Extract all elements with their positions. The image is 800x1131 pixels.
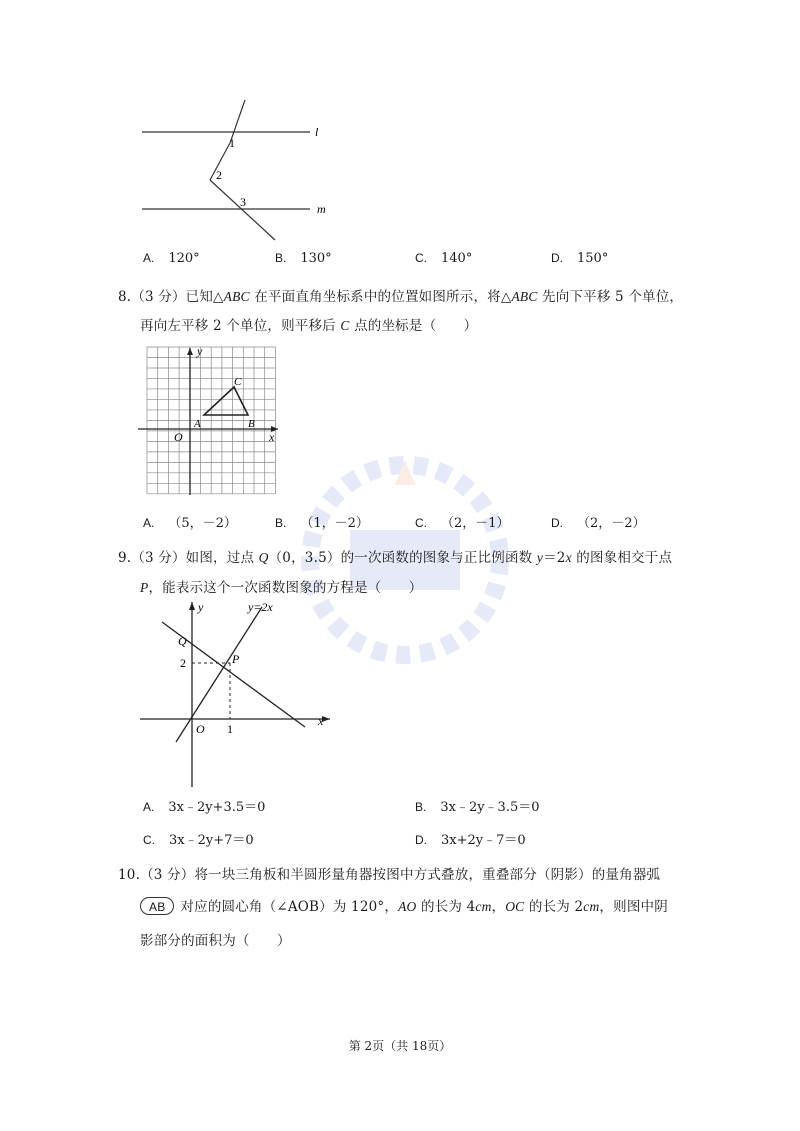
q8-choice-d[interactable]: D. （2，－2） xyxy=(551,516,646,531)
q9-choice-b[interactable]: B. 3x﹣2y﹣3.5＝0 xyxy=(415,800,540,815)
q9-choice-c[interactable]: C. 3x﹣2y+7＝0 xyxy=(143,833,254,848)
tick-1-label: 1 xyxy=(227,722,233,736)
point-a-label: A xyxy=(194,418,201,430)
triangle-abc xyxy=(204,387,248,415)
q8-coordinate-grid xyxy=(138,343,288,498)
point-q-label: Q xyxy=(178,634,187,648)
q7-choice-d[interactable]: D. 150° xyxy=(551,251,609,266)
y-axis-label: y xyxy=(198,600,204,614)
q8-choice-b[interactable]: B. （1，－2） xyxy=(275,516,369,531)
q8-stem-line2: 再向左平移 2 个单位，则平移后 C 点的坐标是（ ） xyxy=(140,318,478,334)
q8-choice-a[interactable]: A. （5，－2） xyxy=(143,516,237,531)
q7-choice-b[interactable]: B. 130° xyxy=(275,251,332,266)
q9-stem-line2: P，能表示这个一次函数图象的方程是（ ） xyxy=(140,580,423,596)
x-axis-label: x xyxy=(318,714,324,728)
q9-choice-d[interactable]: D. 3x+2y﹣7＝0 xyxy=(415,833,526,848)
line-label: y=2x xyxy=(248,600,273,614)
angle-3-label: 3 xyxy=(240,195,246,209)
origin-label: O xyxy=(174,430,183,444)
q10-stem-line2: AB 对应的圆心角（∠AOB）为 120°，AO 的长为 4cm，OC 的长为 2cm，则图中阴 xyxy=(140,895,668,915)
label-l: l xyxy=(315,125,319,139)
q9-choice-a[interactable]: A. 3x﹣2y+3.5＝0 xyxy=(143,800,266,815)
q8-stem-line1: 8.（3 分）已知△ABC 在平面直角坐标系中的位置如图所示，将△ABC 先向下平移 5 个单位， xyxy=(118,289,684,305)
x-axis-label: x xyxy=(269,430,275,444)
page-footer: 第 2页（共 18页） xyxy=(348,1039,452,1053)
transversal-lower xyxy=(210,180,275,240)
origin-label: O xyxy=(196,722,205,736)
label-m: m xyxy=(317,202,326,216)
tick-2-label: 2 xyxy=(180,656,186,670)
q8-choice-c[interactable]: C. （2，－1） xyxy=(415,516,510,531)
point-c-label: C xyxy=(234,376,242,388)
q10-stem-line1: 10.（3 分）将一块三角板和半圆形量角器按图中方式叠放，重叠部分（阴影）的量角器弧 xyxy=(118,867,661,883)
angle-1-label: 1 xyxy=(229,136,235,150)
angle-2-label: 2 xyxy=(216,168,222,182)
q7-choice-a[interactable]: A. 120° xyxy=(143,251,200,266)
q9-function-graph xyxy=(140,597,340,792)
q7-choice-c[interactable]: C. 140° xyxy=(415,251,473,266)
q10-stem-line3: 影部分的面积为（ ） xyxy=(140,933,291,949)
y-axis-label: y xyxy=(197,344,203,358)
q9-stem-line1: 9.（3 分）如图，过点 Q（0，3.5）的一次函数的图象与正比例函数 y＝2x 的图象相交于点 xyxy=(118,550,673,566)
line-y-2x xyxy=(176,607,262,742)
q7-figure xyxy=(130,95,350,245)
arc-ab-notation: AB xyxy=(140,897,174,915)
point-p-label: P xyxy=(232,652,240,666)
point-b-label: B xyxy=(248,418,255,430)
